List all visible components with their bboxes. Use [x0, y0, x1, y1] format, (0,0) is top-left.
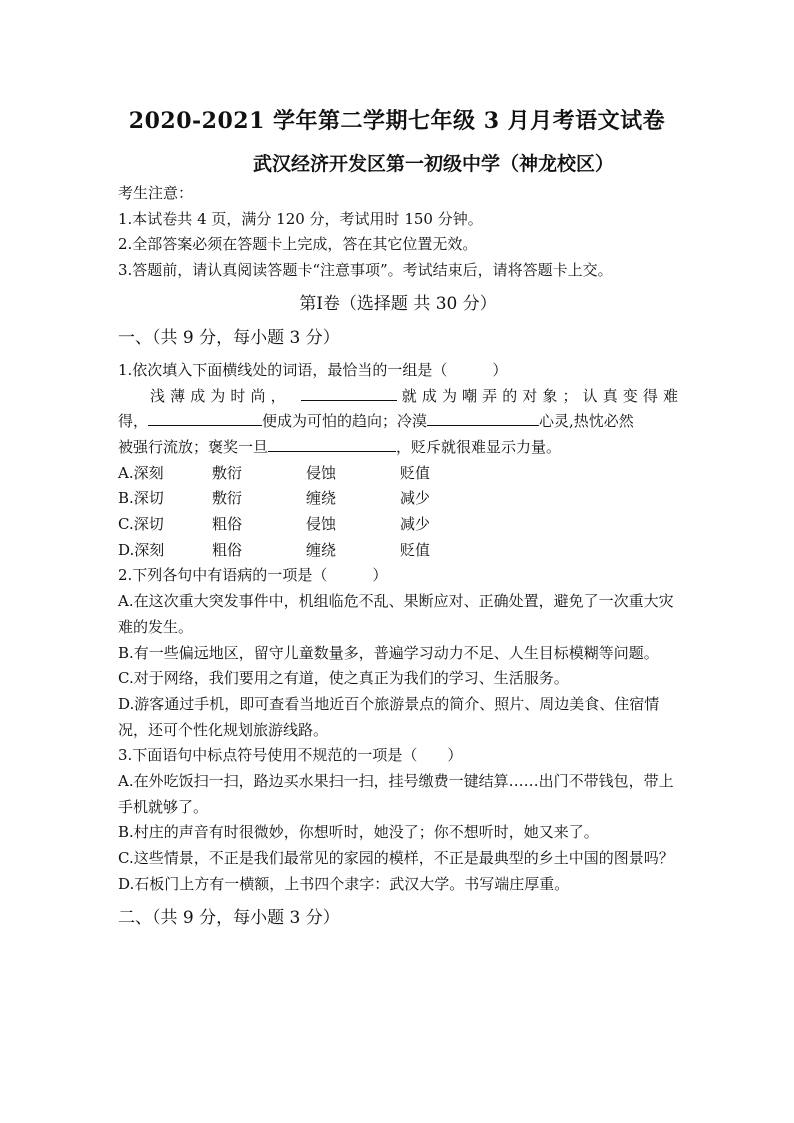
q1-stem: 1.依次填入下面横线处的词语，最恰当的一组是（ ） [118, 360, 508, 379]
q3-option: C.这些情景，不正是我们最常见的家园的模样，不正是最典型的乡土中国的图景吗？ [118, 849, 674, 868]
fill-blank [268, 436, 396, 452]
q1-option-d-label: D.深刻 [118, 540, 165, 559]
notice-item: 3.答题前，请认真阅读答题卡“注意事项”。考试结束后，请将答题卡上交。 [118, 261, 613, 280]
q3-stem: 3.下面语句中标点符号使用不规范的一项是（ ） [118, 746, 463, 765]
q1-option [118, 512, 678, 538]
q1-option-word: 敷衍 [212, 463, 243, 482]
q1-option-word: 贬值 [400, 463, 431, 482]
q1-option-word: 缠绕 [306, 489, 337, 508]
q2-stem: 2.下列各句中有语病的一项是（ ） [118, 566, 388, 585]
q1-option-word: 贬值 [400, 540, 431, 559]
q1-option-a-label: A.深刻 [118, 463, 164, 482]
q1-passage-text: 就成为嘲弄的对象；认真变得难 [396, 386, 678, 405]
q1-option-word: 粗俗 [212, 515, 243, 534]
q1-passage-text: 被强行流放；褒奖一旦 [118, 437, 269, 456]
notice-item: 2.全部答案必须在答题卡上完成，答在其它位置无效。 [118, 235, 478, 254]
q1-passage-text: 心灵,热忱必然 [539, 412, 634, 431]
q1-option-b-label: B.深切 [118, 489, 164, 508]
fill-blank [301, 385, 397, 401]
q2-option: B.有一些偏远地区，留守儿童数量多，普遍学习动力不足、人生目标模糊等问题。 [118, 643, 659, 662]
q3-option: B.村庄的声音有时很微妙，你想听时，她没了；你不想听时，她又来了。 [118, 823, 599, 842]
q1-option-word: 缠绕 [306, 540, 337, 559]
q1-passage-text: 得， [118, 412, 149, 431]
q1-passage-line [118, 409, 678, 435]
notice-item: 1.本试卷共 4 页，满分 120 分，考试用时 150 分钟。 [118, 209, 483, 228]
q1-passage-text: ，贬斥就很难显示力量。 [396, 437, 562, 456]
q1-option-word: 减少 [400, 515, 431, 534]
q1-option [118, 486, 678, 512]
q1-passage-line [118, 384, 678, 410]
q1-option-word: 减少 [400, 489, 431, 508]
fill-blank [427, 410, 539, 426]
q1-option-word: 敷衍 [212, 489, 243, 508]
q2-option: C.对于网络，我们要用之有道，使之真正为我们的学习、生活服务。 [118, 669, 569, 688]
q1-passage-text: 便成为可怕的趋向；冷漠 [262, 412, 428, 431]
exam-title: 2020-2021 学年第二学期七年级 3 月月考语文试卷 [128, 108, 666, 134]
q1-passage-text: 浅薄成为时尚， [150, 386, 291, 405]
q1-option [118, 538, 678, 564]
q1-option-word: 粗俗 [212, 540, 243, 559]
school-name: 武汉经济开发区第一初级中学（神龙校区） [253, 153, 615, 175]
q2-option: D.游客通过手机，即可查看当地近百个旅游景点的简介、照片、周边美食、住宿情况，还可个性化规划旅游线路。 [118, 694, 660, 739]
q3-option: A.在外吃饭扫一扫，路边买水果扫一扫，挂号缴费一键结算……出门不带钱包，带上手机就够了。 [118, 772, 674, 816]
exam-content [118, 181, 678, 938]
section1-heading: 一、（共 9 分，每小题 3 分） [118, 327, 340, 348]
q2-option: A.在这次重大突发事件中，机组临危不乱、果断应对、正确处置，避免了一次重大灾难的发生。 [118, 592, 674, 636]
q1-option-c-label: C.深切 [118, 515, 164, 534]
part1-heading: 第Ⅰ卷（选择题 共 30 分） [299, 293, 497, 314]
q1-option-word: 侵蚀 [306, 463, 337, 482]
q1-option-word: 侵蚀 [306, 515, 337, 534]
fill-blank [148, 410, 262, 426]
section2-heading: 二、（共 9 分，每小题 3 分） [118, 907, 340, 928]
q3-option: D.石板门上方有一横额，上书四个隶字：武汉大学。书写端庄厚重。 [118, 874, 570, 893]
notice-heading: 考生注意： [118, 184, 194, 202]
q1-passage-line [118, 435, 678, 461]
q1-option [118, 461, 678, 487]
